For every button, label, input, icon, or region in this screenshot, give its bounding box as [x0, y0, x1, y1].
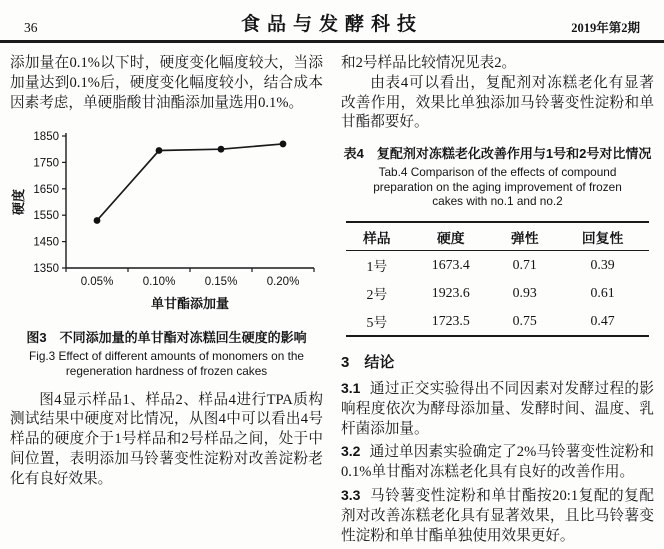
table4-caption — [341, 143, 654, 209]
conclusion-item-3-2 — [341, 442, 654, 483]
table4-caption-zh: 表4 复配剂对冻糕老化改善作用与1号和2号对比情况 — [343, 146, 652, 162]
table-header-cell: 弹性 — [494, 222, 556, 251]
table-header-cell: 硬度 — [408, 222, 494, 251]
svg-text:0.15%: 0.15% — [204, 276, 238, 289]
hardness-chart-svg — [10, 120, 328, 320]
svg-text:1450: 1450 — [33, 236, 59, 249]
table-row — [346, 279, 650, 307]
right-column — [341, 54, 654, 549]
svg-text:0.10%: 0.10% — [142, 276, 176, 289]
conclusion-number: 3.3 — [341, 486, 361, 503]
svg-text:1550: 1550 — [33, 210, 59, 223]
left-paragraph-2: 图4显示样品1、样品2、样品4进行TPA质构测试结果中硬度对比情况，从图4中可以看出4号样品的硬度介于1号样品和2号样品之间，处于中间位置，表明添加马铃薯变性淀粉对改善淀粉老化有良好效果。 — [10, 391, 323, 487]
table-header-cell: 回复性 — [556, 222, 649, 251]
results-table — [346, 221, 650, 337]
svg-text:1650: 1650 — [33, 184, 59, 197]
svg-text:0.05%: 0.05% — [80, 276, 114, 289]
svg-text:单甘酯添加量: 单甘酯添加量 — [150, 296, 230, 312]
two-column-body — [0, 43, 664, 549]
table-header-cell: 样品 — [346, 222, 408, 251]
left-column — [10, 54, 323, 549]
conclusion-item-3-1 — [341, 379, 654, 439]
conclusion-number: 3.1 — [341, 379, 361, 396]
left-paragraph-1: 添加量在0.1%以下时，硬度变化幅度较大，当添加量达到0.1%后，硬度变化幅度较小，结合成本因素考虑，单硬脂酸甘油酯添加量选用0.1%。 — [10, 55, 323, 111]
table-cell: 1723.5 — [408, 307, 494, 336]
table4-caption-en: Tab.4 Comparison of the effects of compound preparation on the aging improvement of frozen cakes with no.1 and no.2 — [373, 165, 622, 209]
svg-text:1750: 1750 — [33, 157, 59, 170]
table-cell: 5号 — [346, 307, 408, 336]
figure3-caption-en: Fig.3 Effect of different amounts of monomers on the regeneration hardness of frozen cakes — [29, 349, 304, 378]
table-row — [346, 307, 650, 336]
figure3-caption-zh: 图3 不同添加量的单甘酯对冻糕回生硬度的影响 — [26, 330, 307, 346]
table-cell: 1923.6 — [431, 284, 470, 300]
table-cell: 0.71 — [512, 256, 537, 272]
table-header-row — [346, 222, 650, 251]
table-cell: 0.93 — [512, 284, 537, 300]
svg-text:1350: 1350 — [33, 263, 59, 276]
svg-text:0.20%: 0.20% — [266, 276, 300, 289]
table-cell: 0.47 — [556, 307, 649, 336]
table-cell: 0.39 — [590, 256, 615, 272]
right-paragraph-1: 和2号样品比较情况见表2。 — [341, 55, 517, 71]
conclusion-text: 通过正交实验得出不同因素对发酵过程的影响程度依次为酵母添加量、发酵时间、温度、乳杆菌添加量。 — [341, 380, 654, 437]
table-cell: 2号 — [366, 286, 388, 302]
conclusion-heading: 3 结论 — [341, 353, 395, 371]
table-row — [346, 250, 650, 279]
conclusion-number: 3.2 — [341, 443, 361, 460]
figure3-caption — [10, 327, 323, 378]
right-paragraph-2: 由表4可以看出，复配剂对冻糕老化有显著改善作用，效果比单独添加马铃薯变性淀粉和单甘酯都要好。 — [341, 74, 654, 131]
svg-text:硬度: 硬度 — [11, 189, 26, 216]
page-header — [0, 0, 664, 43]
conclusion-item-3-3 — [341, 486, 654, 546]
table-cell: 1673.4 — [431, 256, 470, 272]
table-cell: 0.61 — [590, 284, 615, 300]
issue-label: 2019年第2期 — [571, 21, 640, 35]
conclusion-text: 马铃薯变性淀粉和单甘酯按20:1复配的复配剂对改善冻糕老化具有显著效果，且比马铃薯变性淀粉和单甘酯单独使用效果更好。 — [341, 487, 654, 544]
table-cell: 1号 — [366, 258, 388, 274]
svg-text:1850: 1850 — [33, 131, 59, 144]
table-cell: 0.75 — [494, 307, 556, 336]
conclusion-text: 通过单因素实验确定了2%马铃薯变性淀粉和0.1%单甘酯对冻糕老化具有良好的改善作用。 — [341, 444, 654, 481]
journal-title: 食品与发酵科技 — [240, 14, 423, 35]
page-number: 36 — [24, 20, 38, 35]
figure3-line-chart — [10, 120, 323, 325]
